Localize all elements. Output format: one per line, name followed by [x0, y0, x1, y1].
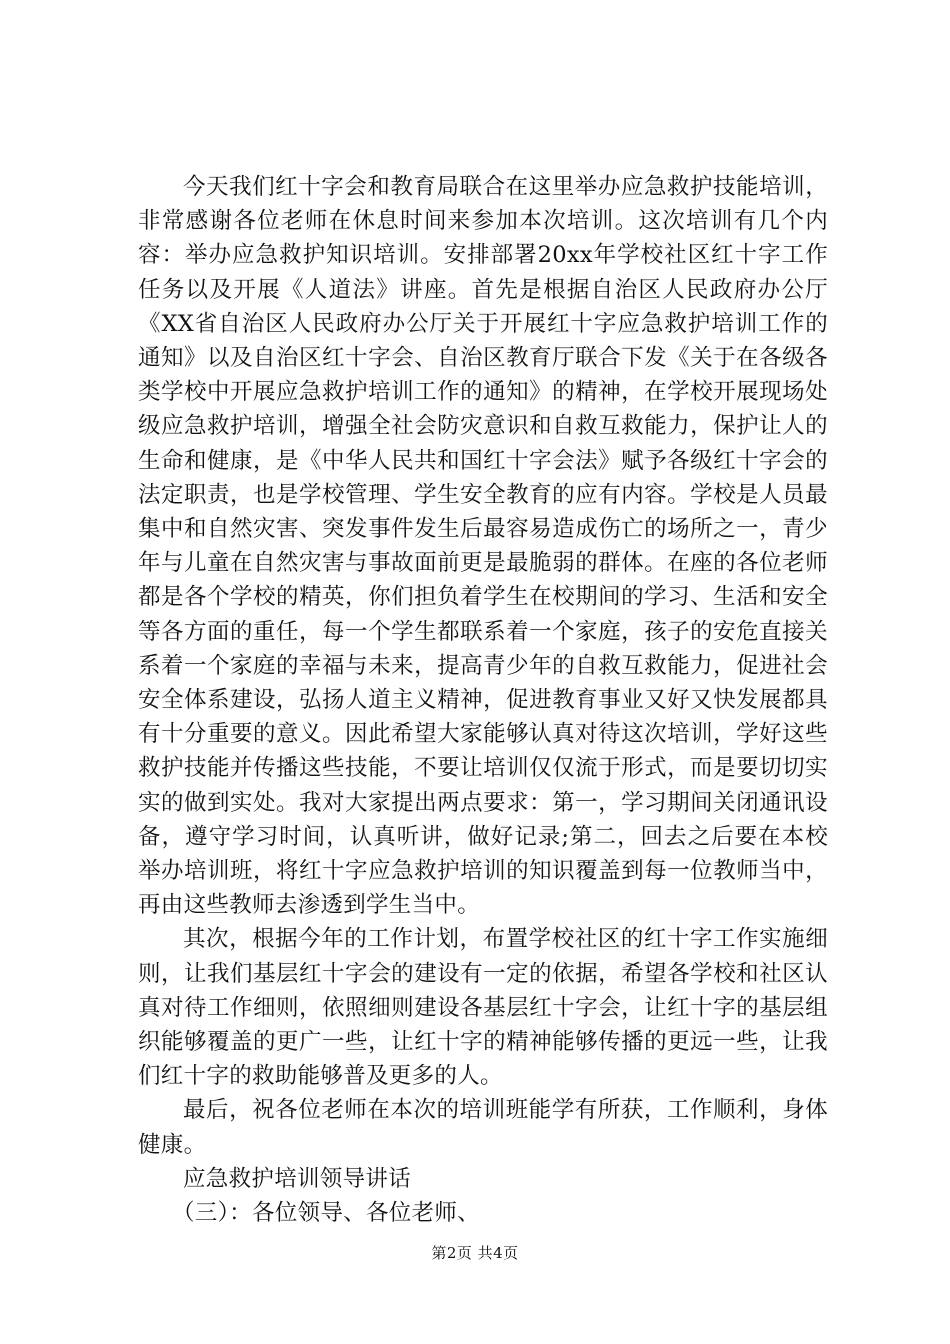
paragraph-2: 其次，根据今年的工作计划，布置学校社区的红十字工作实施细则，让我们基层红十字会的建设有一定的依据，希望各学校和社区认真对待工作细则，依照细则建设各基层红十字会，让红十字的基层组织能够覆盖的更广一些，让红十字的精神能够传播的更远一些，让我们红十字的救助能够普及更多的人。 [138, 926, 828, 1090]
paragraph-3: 最后，祝各位老师在本次的培训班能学有所获，工作顺利，身体健康。 [138, 1097, 828, 1158]
page-number: 第2页 共4页 [431, 1244, 519, 1262]
speech-salutation: （三）：各位领导、各位老师、 [172, 1200, 480, 1227]
document-body [138, 170, 828, 1230]
paragraph-1: 今天我们红十字会和教育局联合在这里举办应急救护技能培训，非常感谢各位老师在休息时间来参加本次培训。这次培训有几个内容：举办应急救护知识培训。安排部署20xx年学校社区红十字工作任务以及开展《人道法》讲座。首先是根据自治区人民政府办公厅《XX省自治区人民政府办公厅关于开展红十字应急救护培训工作的通知》以及自治区红十字会、自治区教育厅联合下发《关于在各级各类学校中开展应急救护培训工作的通知》的精神，在学校开展现场处级应急救护培训，增强全社会防灾意识和自救互救能力，保护让人的生命和健康，是《中华人民共和国红十字会法》赋予各级红十字会的法定职责，也是学校管理、学生安全教育的应有内容。学校是人员最集中和自然灾害、突发事件发生后最容易造成伤亡的场所之一，青少年与儿童在自然灾害与事故面前更是最脆弱的群体。在座的各位老师都是各个学校的精英，你们担负着学生在校期间的学习、生活和安全等各方面的重任，每一个学生都联系着一个家庭，孩子的安危直接关系着一个家庭的幸福与未来，提高青少年的自救互救能力，促进社会安全体系建设，弘扬人道主义精神，促进教育事业又好又快发展都具有十分重要的意义。因此希望大家能够认真对待这次培训，学好这些救护技能并传播这些技能，不要让培训仅仅流于形式，而是要切切实实的做到实处。我对大家提出两点要求：第一，学习期间关闭通讯设备，遵守学习时间，认真听讲，做好记录;第二，回去之后要在本校举办培训班，将红十字应急救护培训的知识覆盖到每一位教师当中，再由这些教师去渗透到学生当中。 [138, 174, 828, 919]
speech-title: 应急救护培训领导讲话 [183, 1165, 412, 1192]
